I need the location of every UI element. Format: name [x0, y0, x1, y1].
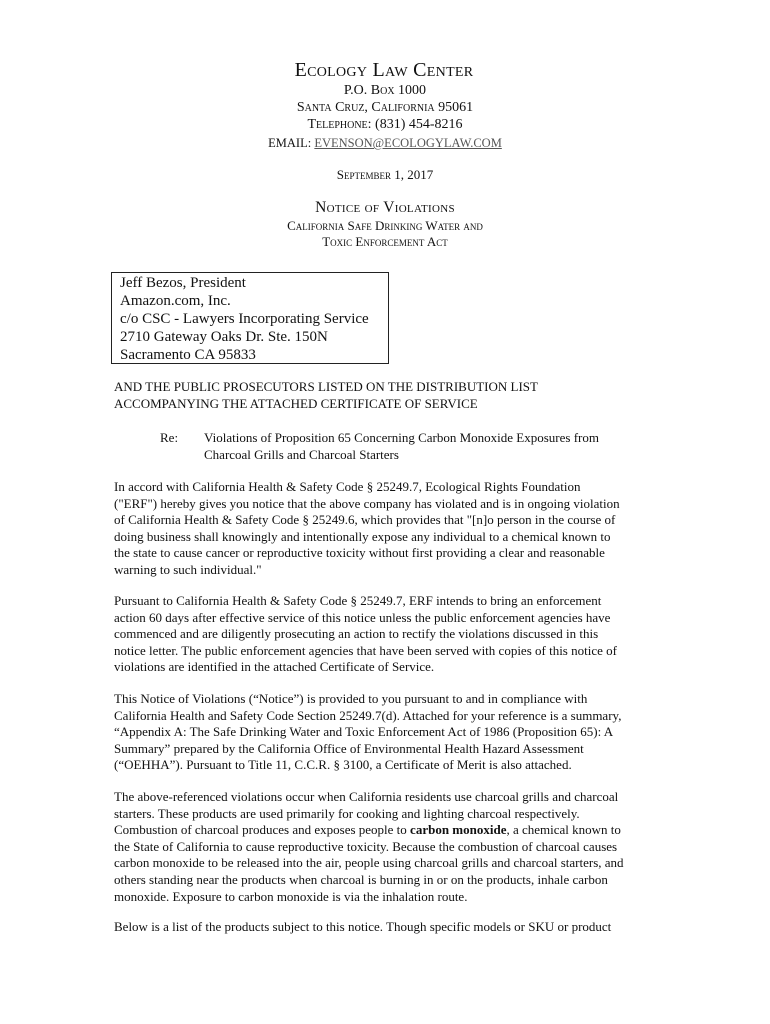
re-text [204, 430, 660, 463]
paragraph-line: starters. These products are used primarily for cooking and lighting charcoal respectively. [114, 805, 580, 821]
paragraph-notice-of-violation [114, 479, 658, 579]
paragraph-line: Pursuant to California Health & Safety Code § 25249.7, ERF intends to bring an enforcement [114, 593, 602, 608]
chemical-name: carbon monoxide [410, 822, 507, 838]
address-line: c/o CSC - Lawyers Incorporating Service [120, 310, 369, 327]
paragraph-line: of California Health & Safety Code § 25249.6, which provides that "[n]o person in the course of [114, 512, 616, 528]
paragraph-compliance [114, 691, 658, 774]
paragraph-line: California Health and Safety Code Section 25249.7(d). Attached for your reference is a summary, [114, 707, 622, 723]
address-line: 2710 Gateway Oaks Dr. Ste. 150N [120, 328, 328, 345]
paragraph-line: warning to such individual." [114, 561, 262, 577]
paragraph-line: (“OEHHA”). Pursuant to Title 11, C.C.R. § 3100, a Certificate of Merit is also attached. [114, 757, 572, 773]
telephone-number: (831) 454-8216 [375, 117, 463, 132]
paragraph-line: the state to cause cancer or reproductive toxicity without first providing a clear and reasonable [114, 545, 605, 561]
paragraph-line: commenced and are diligently prosecuting an action to rectify the violations discussed in this [114, 626, 599, 642]
paragraph-line: This Notice of Violations (“Notice”) is provided to you pursuant to and in compliance with [114, 691, 588, 706]
act-name-line-2: Toxic Enforcement Act [322, 234, 448, 249]
re-line-2: Charcoal Grills and Charcoal Starters [204, 446, 399, 462]
paragraph-line: violations are identified in the attached Certificate of Service. [114, 659, 435, 675]
paragraph-line [114, 822, 658, 839]
notice-title: Notice of Violations [315, 199, 455, 216]
paragraph-line: “Appendix A: The Safe Drinking Water and Toxic Enforcement Act of 1986 (Proposition 65): A [114, 724, 614, 740]
paragraph-line: doing business shall knowingly and intentionally expose any individual to a chemical known to [114, 528, 611, 544]
letter-date: September 1, 2017 [336, 167, 434, 182]
email-link[interactable]: EVENSON@ECOLOGYLAW.COM [314, 136, 502, 150]
paragraph-line: notice letter. The public enforcement agencies that have been served with copies of this notice of [114, 642, 617, 658]
act-name-line-1: California Safe Drinking Water and [287, 218, 483, 233]
email-label: EMAIL: [268, 136, 312, 150]
prosecutors-notice [114, 379, 658, 412]
paragraph-line: carbon monoxide to be released into the air, people using charcoal grills and charcoal starters, and [114, 855, 624, 871]
text-run: Combustion of charcoal produces and exposes people to [114, 822, 411, 838]
prosecutors-line-2: ACCOMPANYING THE ATTACHED CERTIFICATE OF SERVICE [114, 395, 478, 411]
paragraph-line: action 60 days after effective service of this notice unless the public enforcement agencies have [114, 609, 611, 625]
paragraph-violations-description [114, 789, 658, 905]
prosecutors-line-1: AND THE PUBLIC PROSECUTORS LISTED ON THE DISTRIBUTION LIST [114, 379, 538, 394]
paragraph-line: In accord with California Health & Safety Code § 25249.7, Ecological Rights Foundation [114, 479, 581, 494]
paragraph-product-list-intro [114, 919, 658, 936]
paragraph-line: The above-referenced violations occur when California residents use charcoal grills and charcoal [114, 789, 619, 804]
po-box: P.O. Box 1000 [343, 83, 427, 98]
city-state: Santa Cruz, California 95061 [296, 100, 474, 115]
text-run: , a chemical known to [506, 822, 621, 838]
paragraph-line: ("ERF") hereby gives you notice that the above company has violated and is in ongoing violation [114, 495, 620, 511]
letterhead [0, 58, 770, 250]
address-line: Sacramento CA 95833 [120, 346, 256, 363]
re-line-1: Violations of Proposition 65 Concerning Carbon Monoxide Exposures from [204, 430, 599, 445]
paragraph-line: Below is a list of the products subject to this notice. Though specific models or SKU or product [114, 919, 612, 934]
organization-name: Ecology Law Center [294, 59, 474, 81]
paragraph-line: Summary” prepared by the California Office of Environmental Health Hazard Assessment [114, 740, 584, 756]
paragraph-enforcement-intent [114, 593, 658, 676]
telephone-label: Telephone: [307, 117, 372, 132]
paragraph-line: the State of California to cause reproductive toxicity. Because the combustion of charcoal causes [114, 838, 618, 854]
address-line: Amazon.com, Inc. [120, 292, 231, 309]
telephone-line [0, 116, 770, 133]
paragraph-line: monoxide. Exposure to carbon monoxide is via the inhalation route. [114, 888, 468, 904]
address-line: Jeff Bezos, President [120, 275, 246, 291]
paragraph-line: others standing near the products when charcoal is burning in or on the products, inhale carbon [114, 871, 608, 887]
re-label: Re: [160, 430, 179, 445]
recipient-address-box [111, 272, 389, 364]
email-line [0, 134, 770, 152]
